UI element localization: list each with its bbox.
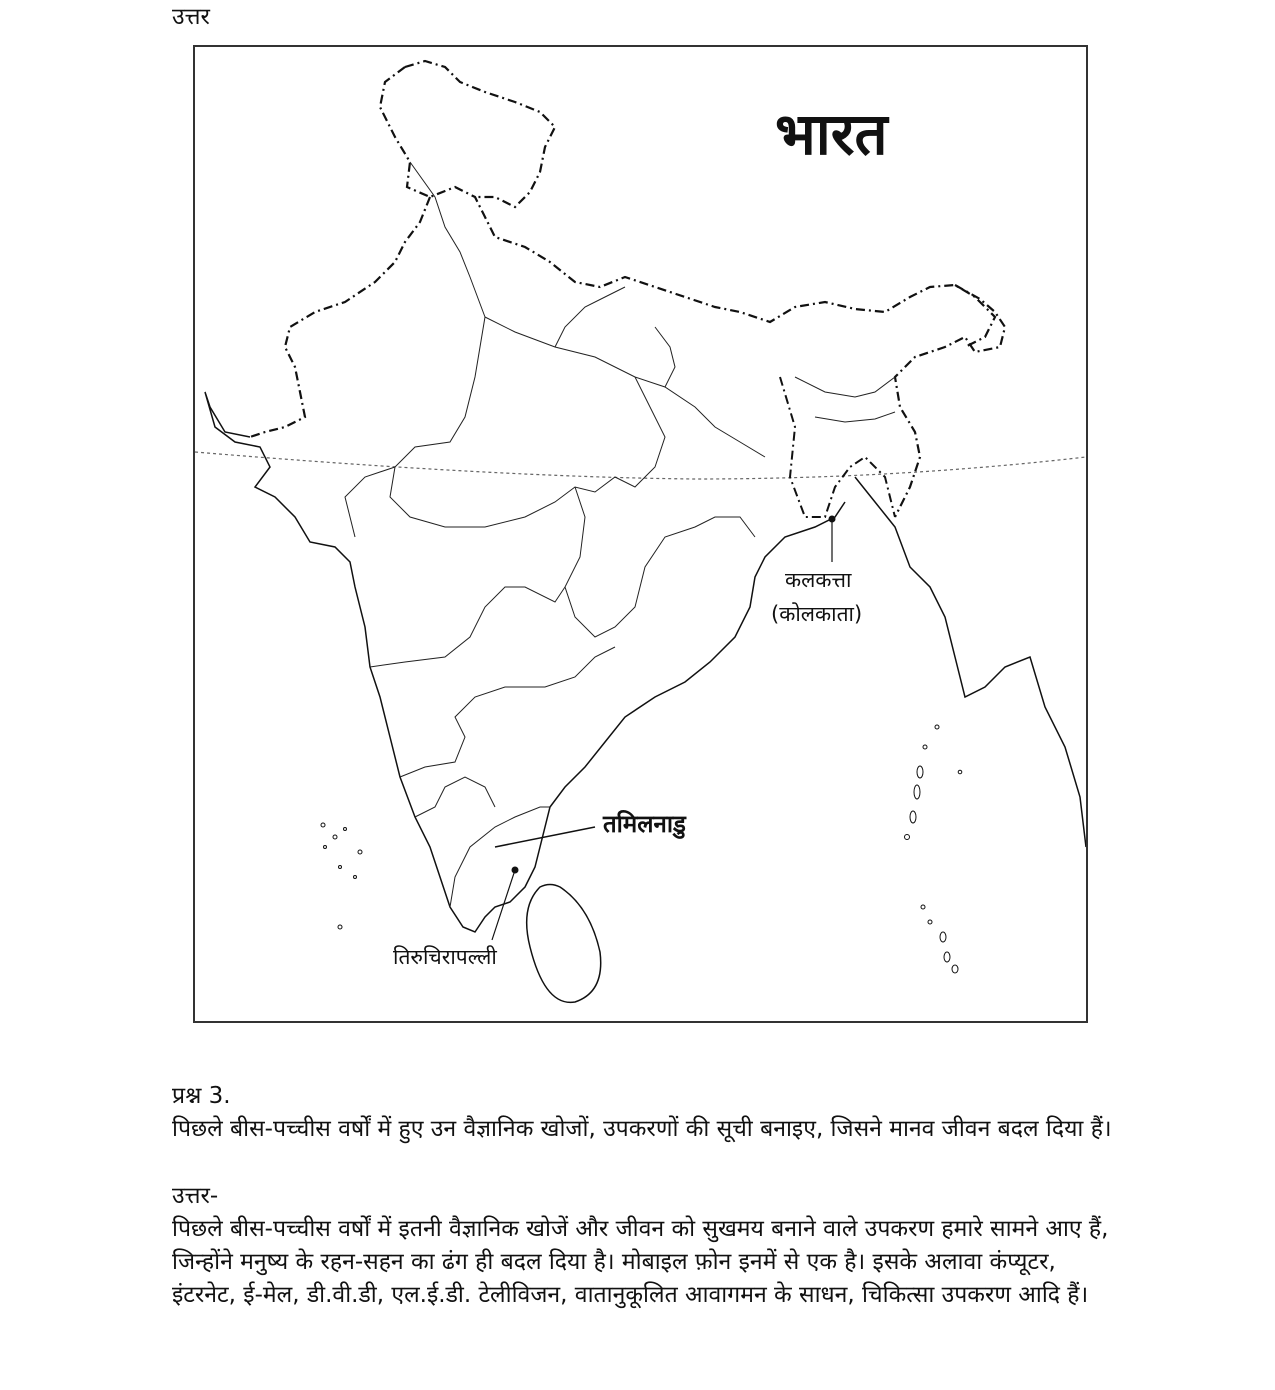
state-boundary-8: [415, 777, 495, 817]
northern-border: [380, 67, 995, 347]
label-kolkata: कलकत्ता: [785, 568, 852, 592]
state-boundary-2: [485, 317, 765, 457]
label-tiruchirappalli: तिरुचिरापल्ली: [393, 945, 497, 969]
state-boundary-9: [555, 287, 625, 347]
state-boundary-12: [815, 412, 895, 422]
sri-lanka-island: [527, 885, 601, 1003]
east-coast-myanmar: [855, 477, 1086, 847]
andaman-nicobar-islands: [905, 725, 962, 973]
kashmir-outline: [405, 61, 555, 207]
state-boundary-6: [400, 647, 615, 777]
tropic-of-cancer-line: [195, 452, 1086, 479]
western-border: [250, 197, 430, 437]
state-boundary-1: [390, 162, 665, 527]
answer-label: उत्तर-: [172, 1183, 219, 1209]
northeast-border: [895, 285, 1005, 517]
map-title: भारत: [775, 100, 888, 168]
question-text: पिछले बीस-पच्चीस वर्षों में हुए उन वैज्ञानिक खोजों, उपकरणों की सूची बनाइए, जिसने मानव जीवन बदल दिया हैं।: [172, 1116, 1112, 1142]
label-kolkata-alt: (कोलकाता): [771, 602, 863, 626]
state-boundary-4: [565, 487, 755, 637]
state-boundary-10: [655, 327, 675, 387]
lakshadweep-islands: [321, 823, 362, 929]
state-boundary-11: [795, 377, 895, 397]
answer-heading-top: उत्तर: [172, 4, 210, 30]
india-map-frame: [193, 45, 1088, 1023]
tiruchirappalli-pointer-line: [492, 870, 515, 940]
bangladesh-border: [780, 377, 895, 517]
label-tamilnadu: तमिलनाडु: [603, 810, 686, 838]
question-number: प्रश्न 3.: [172, 1083, 231, 1109]
west-coast: [205, 392, 845, 932]
india-map-drawing: [195, 47, 1086, 1021]
answer-text: पिछले बीस-पच्चीस वर्षों में इतनी वैज्ञानिक खोजें और जीवन को सुखमय बनाने वाले उपकरण हमारे सामने आए हैं, जिन्होंने मनुष्य के रहन-सहन का ढंग ही बदल दिया है। मोबाइल फ़ोन इनमें से एक है। इसके अलावा कंप्यूटर, इंटरनेट, ई-मेल, डी.वी.डी, एल.ई.डी. टेलीविजन, वातानुकूलित आवागमन के साधन, चिकित्सा उपकरण आदि हैं।: [172, 1216, 1109, 1308]
state-boundary-3: [345, 467, 395, 537]
state-boundary-5: [370, 587, 565, 667]
